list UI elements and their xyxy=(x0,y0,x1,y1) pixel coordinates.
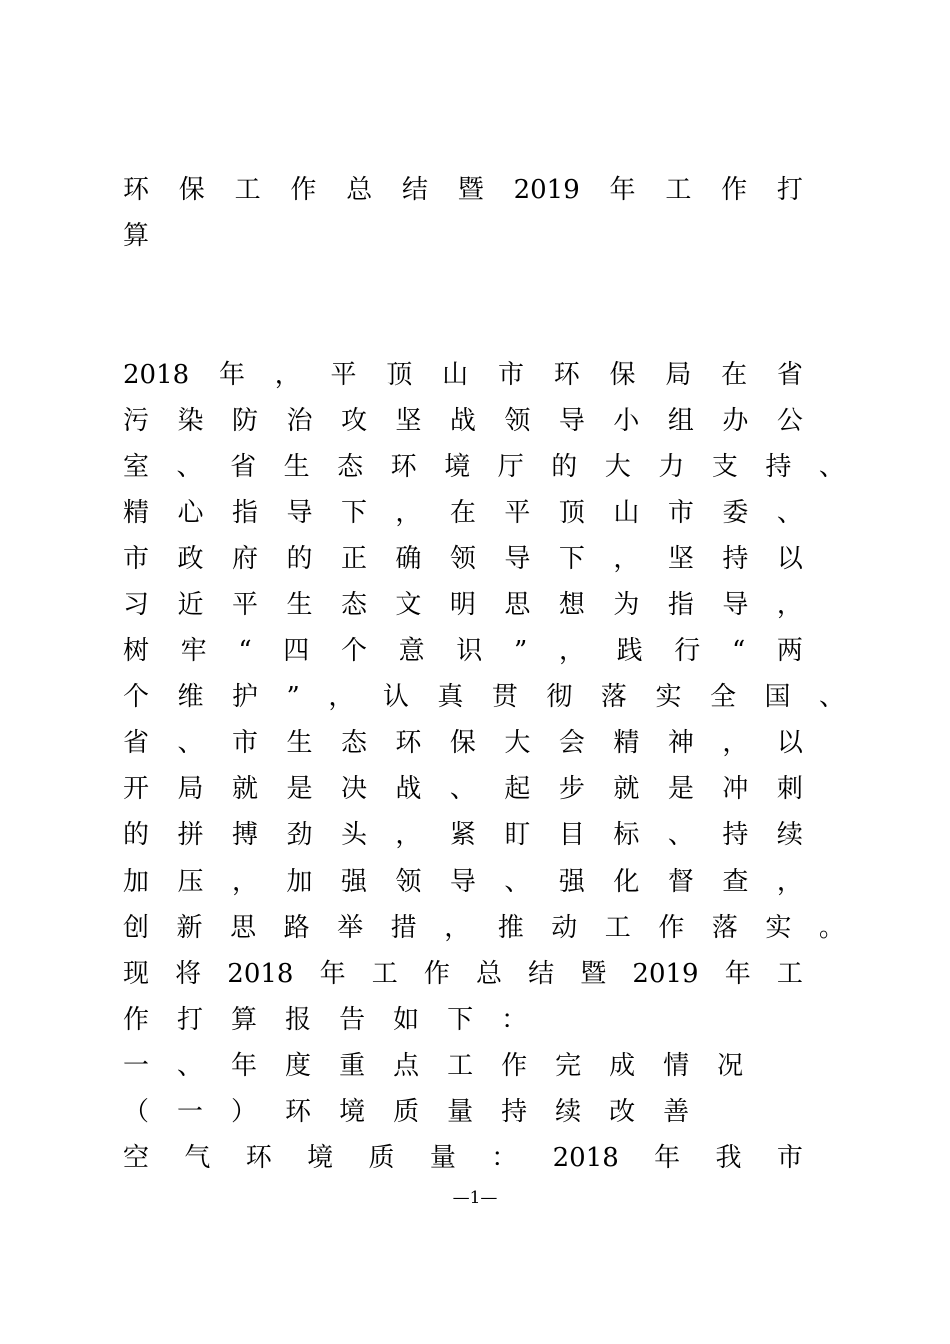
line-glyph: 算 xyxy=(231,1005,258,1035)
line-glyph: 结 xyxy=(528,959,555,989)
line-glyph: 点 xyxy=(393,1051,420,1081)
line-glyph: 厅 xyxy=(497,452,524,482)
line-glyph: 会 xyxy=(558,728,585,758)
line-glyph: 量 xyxy=(447,1097,474,1127)
line-glyph: 染 xyxy=(177,406,204,436)
line-glyph: 作 xyxy=(658,913,685,943)
line-glyph: 算 xyxy=(123,221,150,251)
line-glyph: 的 xyxy=(123,820,150,850)
line-glyph: 彻 xyxy=(546,682,573,712)
line-glyph: 思 xyxy=(504,590,531,620)
body-line xyxy=(123,539,803,579)
line-glyph: 年 xyxy=(724,959,751,989)
line-glyph: 态 xyxy=(337,452,364,482)
line-glyph: 续 xyxy=(555,1097,582,1127)
line-glyph: 指 xyxy=(231,498,258,528)
line-glyph: （ xyxy=(123,1097,150,1127)
line-glyph: 紧 xyxy=(449,820,476,850)
line-glyph: 态 xyxy=(340,590,367,620)
line-glyph: ， xyxy=(328,682,355,712)
line-glyph: 室 xyxy=(123,452,150,482)
line-glyph: 牢 xyxy=(180,636,207,666)
line-glyph: 举 xyxy=(337,913,364,943)
line-glyph: 新 xyxy=(176,913,203,943)
body-line xyxy=(123,815,803,855)
line-glyph: 公 xyxy=(776,406,803,436)
line-glyph: 续 xyxy=(776,820,803,850)
line-glyph: 府 xyxy=(231,544,258,574)
line-glyph: 支 xyxy=(711,452,738,482)
line-glyph: ： xyxy=(501,1005,528,1035)
line-glyph: 领 xyxy=(504,406,531,436)
line-glyph: 顶 xyxy=(386,360,413,390)
line-glyph: 以 xyxy=(776,544,803,574)
line-glyph: 2018 xyxy=(227,959,294,989)
line-glyph: 工 xyxy=(234,175,261,205)
body-line xyxy=(123,631,803,671)
line-glyph: 量 xyxy=(429,1143,456,1173)
line-glyph: 战 xyxy=(395,774,422,804)
line-glyph: 成 xyxy=(609,1051,636,1081)
line-glyph: 工 xyxy=(371,959,398,989)
line-glyph: 暨 xyxy=(457,175,484,205)
line-glyph: 、 xyxy=(504,867,531,897)
line-glyph: 生 xyxy=(283,452,310,482)
line-glyph: 年 xyxy=(654,1143,681,1173)
line-glyph: 环 xyxy=(395,728,422,758)
line-glyph: 指 xyxy=(667,590,694,620)
line-glyph: 以 xyxy=(776,728,803,758)
line-glyph: 加 xyxy=(286,867,313,897)
body-line xyxy=(123,401,803,441)
line-glyph: 明 xyxy=(449,590,476,620)
line-glyph: ， xyxy=(395,820,422,850)
line-glyph: 坚 xyxy=(667,544,694,574)
line-glyph: 行 xyxy=(674,636,701,666)
line-glyph: 山 xyxy=(442,360,469,390)
line-glyph: 改 xyxy=(609,1097,636,1127)
line-glyph: 持 xyxy=(722,820,749,850)
line-glyph: ， xyxy=(776,590,803,620)
line-glyph: “ xyxy=(238,636,252,666)
body-line xyxy=(123,355,803,395)
title-line xyxy=(123,170,803,210)
line-glyph: ， xyxy=(444,913,471,943)
line-glyph: 导 xyxy=(722,590,749,620)
body-line xyxy=(123,723,803,763)
line-glyph: 环 xyxy=(285,1097,312,1127)
line-glyph: 山 xyxy=(613,498,640,528)
line-glyph: 起 xyxy=(504,774,531,804)
line-glyph: 打 xyxy=(776,175,803,205)
line-glyph: 习 xyxy=(123,590,150,620)
line-glyph: 决 xyxy=(340,774,367,804)
line-glyph: 防 xyxy=(231,406,258,436)
line-glyph: 推 xyxy=(497,913,524,943)
line-glyph: 强 xyxy=(558,867,585,897)
line-glyph: 两 xyxy=(776,636,803,666)
line-glyph: 情 xyxy=(663,1051,690,1081)
line-glyph: 、 xyxy=(818,682,845,712)
line-glyph: 意 xyxy=(398,636,425,666)
line-glyph: 境 xyxy=(444,452,471,482)
line-glyph: 个 xyxy=(340,636,367,666)
line-glyph: 如 xyxy=(393,1005,420,1035)
line-glyph: 树 xyxy=(123,636,150,666)
line-glyph: 思 xyxy=(230,913,257,943)
line-glyph: 、 xyxy=(176,452,203,482)
line-glyph: 导 xyxy=(286,498,313,528)
line-glyph: 总 xyxy=(476,959,503,989)
body-line xyxy=(123,954,803,994)
line-glyph: 持 xyxy=(722,544,749,574)
line-glyph: 文 xyxy=(395,590,422,620)
line-glyph: 局 xyxy=(177,774,204,804)
page-number: —1— xyxy=(452,1188,498,1208)
line-glyph: 个 xyxy=(123,682,150,712)
line-glyph: 工 xyxy=(447,1051,474,1081)
line-glyph: 态 xyxy=(340,728,367,758)
line-glyph: 冲 xyxy=(722,774,749,804)
line-glyph: 委 xyxy=(722,498,749,528)
line-glyph: 结 xyxy=(401,175,428,205)
line-glyph: 境 xyxy=(307,1143,334,1173)
line-glyph: ， xyxy=(722,728,749,758)
line-glyph: 保 xyxy=(178,175,205,205)
line-glyph: 措 xyxy=(390,913,417,943)
body-line xyxy=(123,677,845,717)
line-glyph: 省 xyxy=(123,728,150,758)
line-glyph: 、 xyxy=(818,452,845,482)
line-glyph: 。 xyxy=(818,913,845,943)
line-glyph: 神 xyxy=(667,728,694,758)
line-glyph: 是 xyxy=(286,774,313,804)
line-glyph: 领 xyxy=(395,867,422,897)
line-glyph: 战 xyxy=(449,406,476,436)
body-line xyxy=(123,493,803,533)
line-glyph: 的 xyxy=(551,452,578,482)
line-glyph: 、 xyxy=(177,728,204,758)
line-glyph: 持 xyxy=(765,452,792,482)
line-glyph: 实 xyxy=(765,913,792,943)
line-glyph: 年 xyxy=(218,360,245,390)
line-glyph: 攻 xyxy=(340,406,367,436)
line-glyph: 领 xyxy=(449,544,476,574)
line-glyph: 识 xyxy=(456,636,483,666)
line-glyph: 开 xyxy=(123,774,150,804)
line-glyph: 为 xyxy=(613,590,640,620)
line-glyph: 2019 xyxy=(513,175,580,205)
line-glyph: 工 xyxy=(665,175,692,205)
line-glyph: 告 xyxy=(339,1005,366,1035)
body-line xyxy=(123,769,803,809)
line-glyph: 局 xyxy=(665,360,692,390)
line-glyph: ， xyxy=(558,636,585,666)
line-glyph: 加 xyxy=(123,867,150,897)
line-glyph: 、 xyxy=(776,498,803,528)
line-glyph: 国 xyxy=(764,682,791,712)
line-glyph: 、 xyxy=(177,1051,204,1081)
line-glyph: 平 xyxy=(330,360,357,390)
line-glyph: 省 xyxy=(230,452,257,482)
line-glyph: 在 xyxy=(721,360,748,390)
line-glyph: 一 xyxy=(123,1051,150,1081)
line-glyph: ， xyxy=(274,360,301,390)
line-glyph: 重 xyxy=(339,1051,366,1081)
line-glyph: 省 xyxy=(776,360,803,390)
line-glyph: 确 xyxy=(395,544,422,574)
line-glyph: 四 xyxy=(283,636,310,666)
line-glyph: 度 xyxy=(285,1051,312,1081)
line-glyph: 拼 xyxy=(177,820,204,850)
line-glyph: 顶 xyxy=(558,498,585,528)
line-glyph: 2018 xyxy=(552,1143,619,1173)
line-glyph: 精 xyxy=(123,498,150,528)
line-glyph: 环 xyxy=(123,175,150,205)
line-glyph: 导 xyxy=(504,544,531,574)
line-glyph: 作 xyxy=(423,959,450,989)
line-glyph: 压 xyxy=(177,867,204,897)
line-glyph: 工 xyxy=(776,959,803,989)
line-glyph: 市 xyxy=(776,1143,803,1173)
line-glyph: 就 xyxy=(231,774,258,804)
line-glyph: 善 xyxy=(663,1097,690,1127)
line-glyph: ” xyxy=(286,682,300,712)
line-glyph: ， xyxy=(231,867,258,897)
line-glyph: 作 xyxy=(290,175,317,205)
line-glyph: 办 xyxy=(722,406,749,436)
line-glyph: 认 xyxy=(382,682,409,712)
line-glyph: 环 xyxy=(553,360,580,390)
line-glyph: 心 xyxy=(177,498,204,528)
body-line xyxy=(123,862,803,902)
line-glyph: 督 xyxy=(667,867,694,897)
line-glyph: 就 xyxy=(613,774,640,804)
line-glyph: 2019 xyxy=(632,959,699,989)
line-glyph: 落 xyxy=(600,682,627,712)
line-glyph: 、 xyxy=(449,774,476,804)
line-glyph: 真 xyxy=(437,682,464,712)
line-glyph: 头 xyxy=(340,820,367,850)
line-glyph: 下 xyxy=(447,1005,474,1035)
line-glyph: 查 xyxy=(722,867,749,897)
line-glyph: 动 xyxy=(551,913,578,943)
line-glyph: 护 xyxy=(232,682,259,712)
line-glyph: “ xyxy=(731,636,746,666)
line-glyph: 正 xyxy=(340,544,367,574)
line-glyph: 劲 xyxy=(286,820,313,850)
line-glyph: 创 xyxy=(123,913,150,943)
line-glyph: 污 xyxy=(123,406,150,436)
line-glyph: 的 xyxy=(286,544,313,574)
line-glyph: 坚 xyxy=(395,406,422,436)
line-glyph: 盯 xyxy=(504,820,531,850)
line-glyph: 年 xyxy=(609,175,636,205)
line-glyph: 生 xyxy=(286,590,313,620)
title-line xyxy=(123,216,803,256)
line-glyph: 导 xyxy=(558,406,585,436)
body-line xyxy=(123,1138,803,1178)
line-glyph: 下 xyxy=(340,498,367,528)
line-glyph: 我 xyxy=(715,1143,742,1173)
line-glyph: 化 xyxy=(613,867,640,897)
line-glyph: 在 xyxy=(449,498,476,528)
line-glyph: 、 xyxy=(667,820,694,850)
line-glyph: 是 xyxy=(667,774,694,804)
line-glyph: ， xyxy=(776,867,803,897)
line-glyph: 报 xyxy=(285,1005,312,1035)
line-glyph: 实 xyxy=(655,682,682,712)
line-glyph: 想 xyxy=(558,590,585,620)
line-glyph: ” xyxy=(513,636,528,666)
line-glyph: 市 xyxy=(667,498,694,528)
line-glyph: 保 xyxy=(609,360,636,390)
line-glyph: 环 xyxy=(390,452,417,482)
line-glyph: 平 xyxy=(504,498,531,528)
body-line xyxy=(123,447,845,487)
line-glyph: 平 xyxy=(231,590,258,620)
line-glyph: 年 xyxy=(231,1051,258,1081)
line-glyph: 持 xyxy=(501,1097,528,1127)
line-glyph: 市 xyxy=(497,360,524,390)
line-glyph: 境 xyxy=(339,1097,366,1127)
line-glyph: 暨 xyxy=(580,959,607,989)
line-glyph: 总 xyxy=(346,175,373,205)
line-glyph: 目 xyxy=(558,820,585,850)
line-glyph: 近 xyxy=(177,590,204,620)
line-glyph: 落 xyxy=(711,913,738,943)
line-glyph: 标 xyxy=(613,820,640,850)
body-line xyxy=(123,585,803,625)
line-glyph: 精 xyxy=(613,728,640,758)
line-glyph: 作 xyxy=(501,1051,528,1081)
line-glyph: 刺 xyxy=(776,774,803,804)
line-glyph: ， xyxy=(613,544,640,574)
subsection-heading xyxy=(123,1092,803,1132)
line-glyph: 年 xyxy=(319,959,346,989)
line-glyph: 现 xyxy=(123,959,150,989)
line-glyph: 况 xyxy=(717,1051,744,1081)
line-glyph: 步 xyxy=(558,774,585,804)
line-glyph: 导 xyxy=(449,867,476,897)
line-glyph: 维 xyxy=(177,682,204,712)
line-glyph: 小 xyxy=(613,406,640,436)
line-glyph: 贯 xyxy=(491,682,518,712)
line-glyph: 强 xyxy=(340,867,367,897)
line-glyph: 大 xyxy=(604,452,631,482)
line-glyph: 将 xyxy=(175,959,202,989)
line-glyph: 空 xyxy=(123,1143,150,1173)
line-glyph: 路 xyxy=(283,913,310,943)
line-glyph: 市 xyxy=(231,728,258,758)
line-glyph: 生 xyxy=(286,728,313,758)
section-heading xyxy=(123,1046,803,1086)
line-glyph: 一 xyxy=(177,1097,204,1127)
line-glyph: 组 xyxy=(667,406,694,436)
line-glyph: 环 xyxy=(245,1143,272,1173)
line-glyph: 大 xyxy=(504,728,531,758)
line-glyph: 作 xyxy=(123,1005,150,1035)
line-glyph: 下 xyxy=(558,544,585,574)
line-glyph: ， xyxy=(395,498,422,528)
line-glyph: 质 xyxy=(393,1097,420,1127)
line-glyph: 力 xyxy=(658,452,685,482)
line-glyph: 全 xyxy=(709,682,736,712)
line-glyph: ： xyxy=(491,1143,518,1173)
line-glyph: 作 xyxy=(721,175,748,205)
line-glyph: ） xyxy=(231,1097,258,1127)
line-glyph: 治 xyxy=(286,406,313,436)
body-line xyxy=(123,1000,803,1040)
line-glyph: 市 xyxy=(123,544,150,574)
line-glyph: 践 xyxy=(616,636,643,666)
line-glyph: 完 xyxy=(555,1051,582,1081)
line-glyph: 工 xyxy=(604,913,631,943)
line-glyph: 保 xyxy=(449,728,476,758)
body-line xyxy=(123,908,845,948)
line-glyph: 2018 xyxy=(123,360,190,390)
line-glyph: 打 xyxy=(177,1005,204,1035)
line-glyph: 质 xyxy=(368,1143,395,1173)
line-glyph: 气 xyxy=(184,1143,211,1173)
line-glyph: 搏 xyxy=(231,820,258,850)
line-glyph: 政 xyxy=(177,544,204,574)
